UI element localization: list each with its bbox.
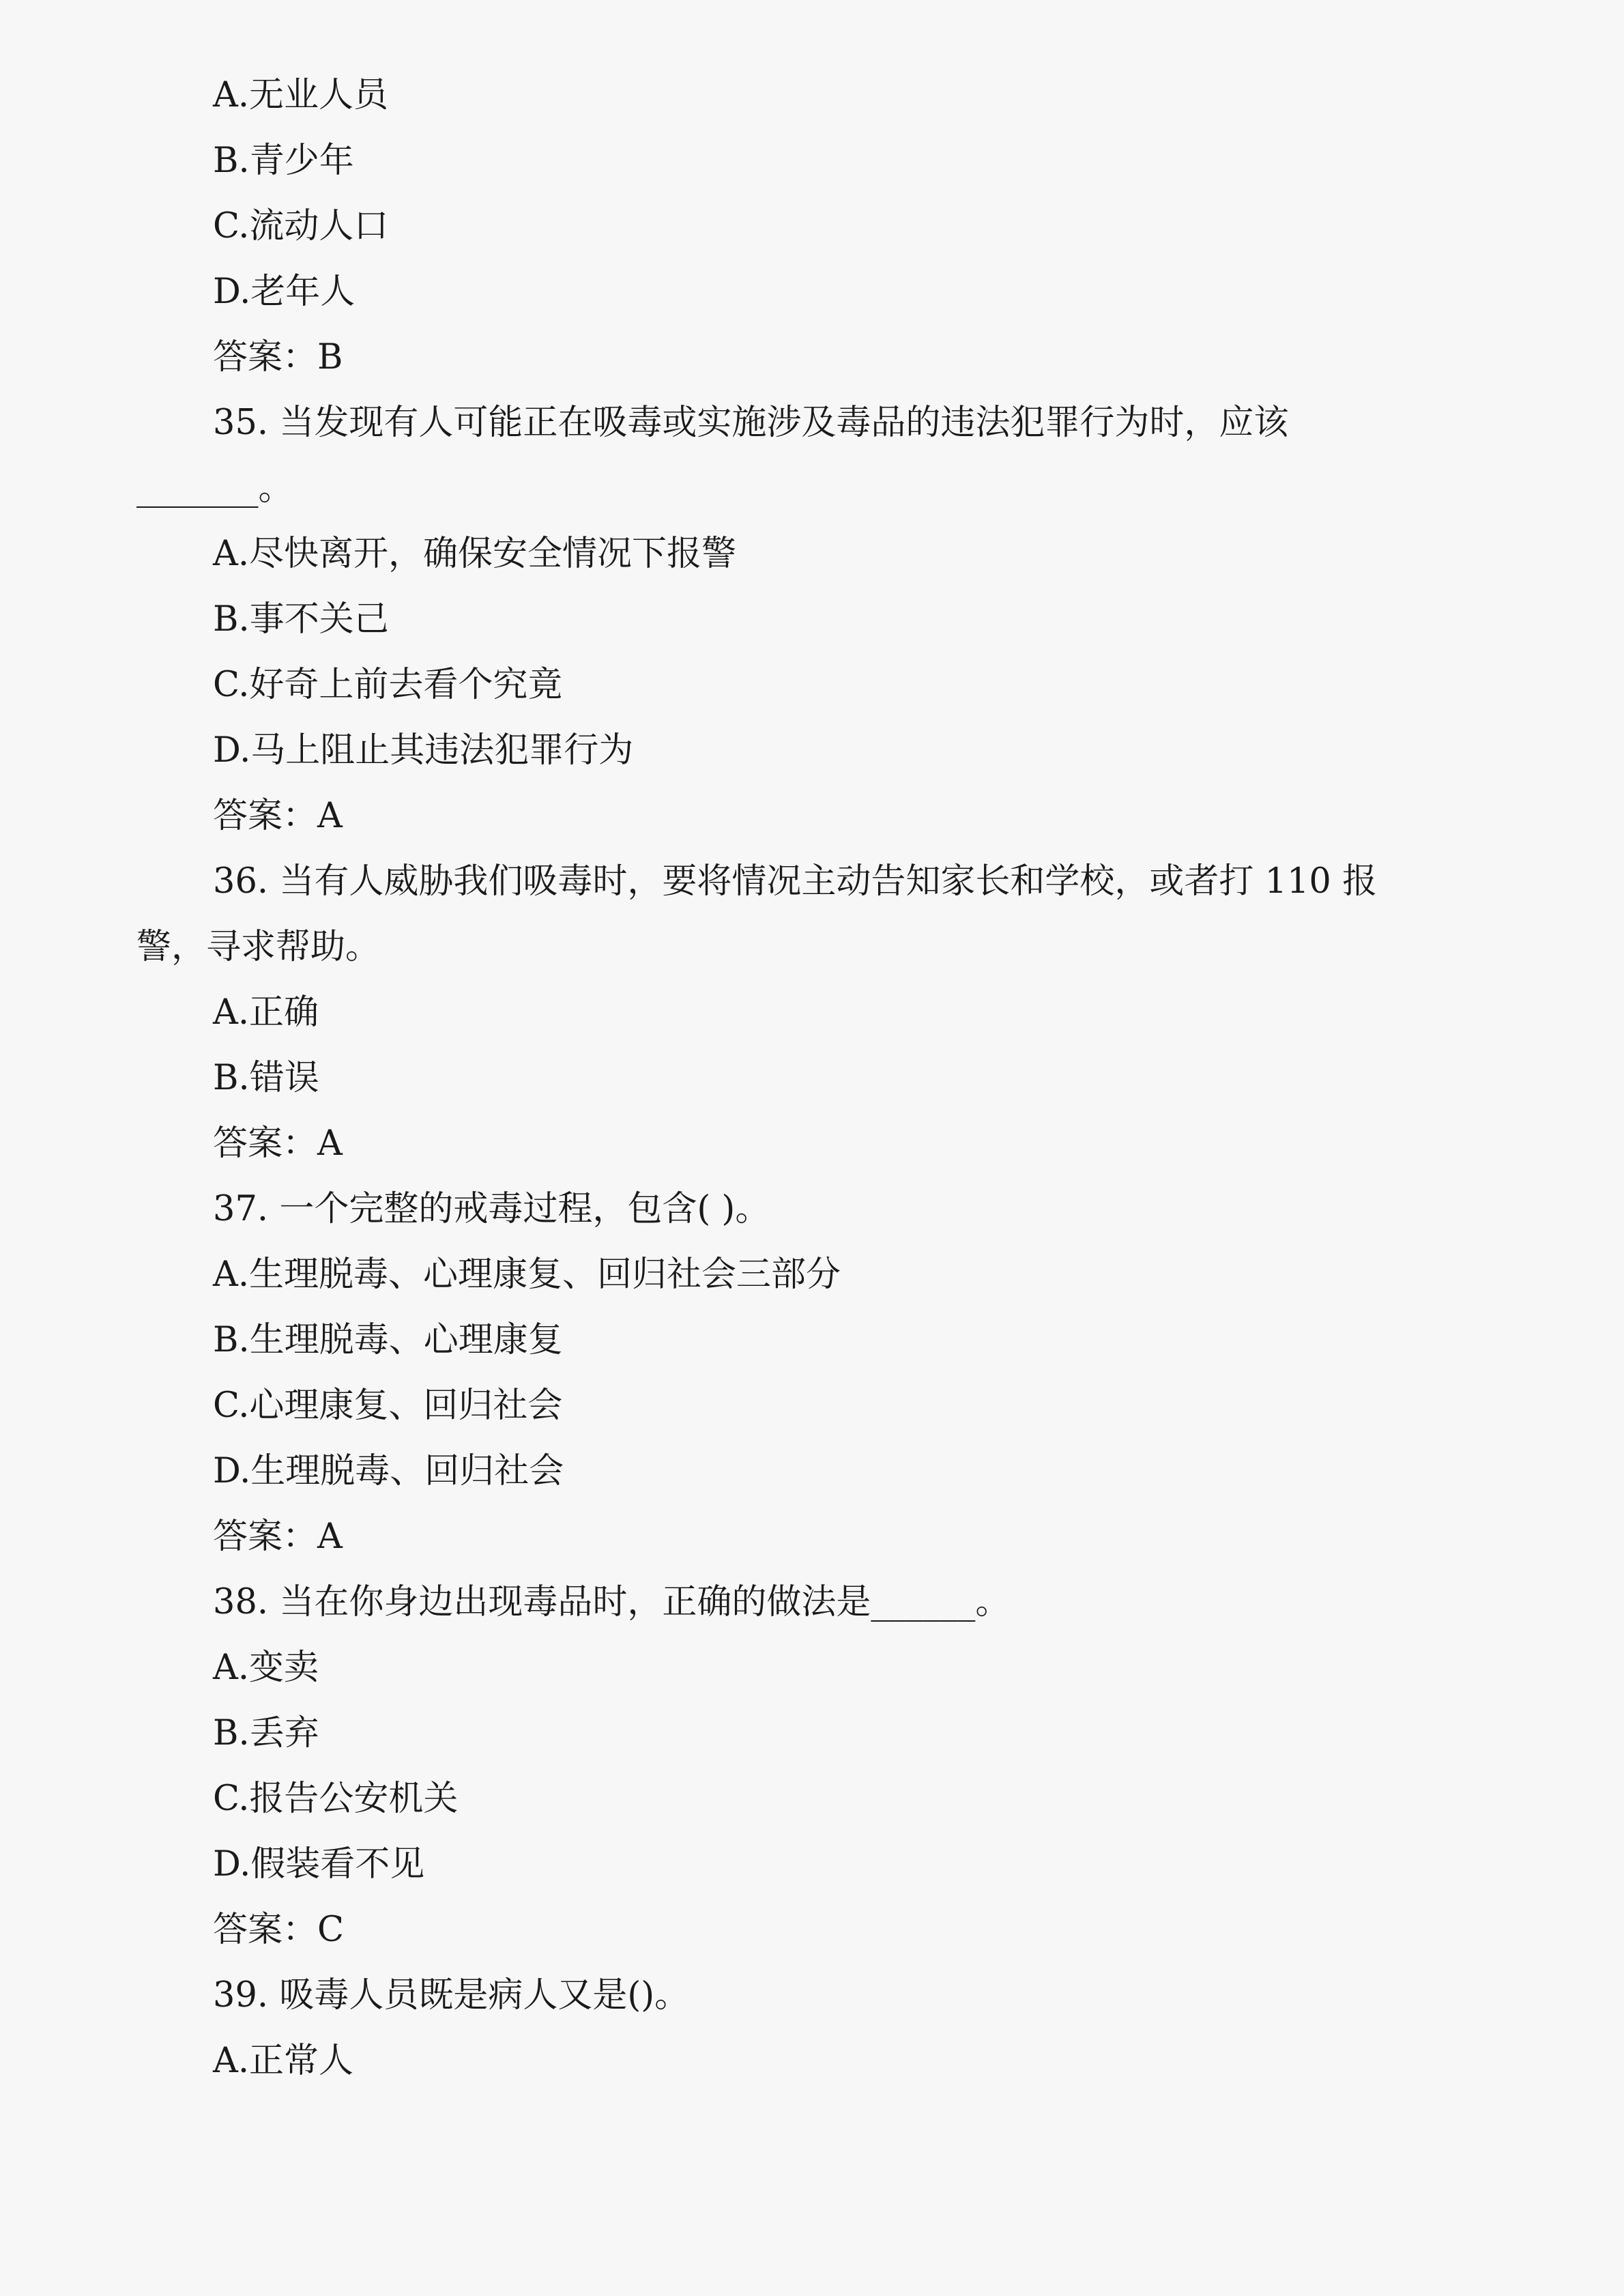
option-line: C.报告公安机关 bbox=[213, 1779, 459, 1819]
option-line: B.青少年 bbox=[213, 141, 354, 181]
answer-line: 答案：A bbox=[213, 1517, 343, 1557]
answer-line: 答案：A bbox=[213, 796, 343, 836]
question-continuation-line: 警，寻求帮助。 bbox=[136, 927, 381, 967]
question-line: 38. 当在你身边出现毒品时，正确的做法是______。 bbox=[213, 1582, 1011, 1622]
option-line: A.正确 bbox=[213, 992, 319, 1033]
question-line: 39. 吸毒人员既是病人又是()。 bbox=[213, 1975, 690, 2015]
answer-line: 答案：C bbox=[213, 1910, 345, 1950]
option-line: B.生理脱毒、心理康复 bbox=[213, 1320, 563, 1360]
option-line: B.事不关己 bbox=[213, 599, 389, 640]
option-line: D.老年人 bbox=[213, 272, 356, 312]
option-line: B.丢弃 bbox=[213, 1713, 319, 1753]
question-line: 37. 一个完整的戒毒过程，包含( )。 bbox=[213, 1189, 770, 1229]
option-line: A.无业人员 bbox=[213, 75, 389, 115]
option-line: A.变卖 bbox=[213, 1648, 319, 1688]
option-line: A.生理脱毒、心理康复、回归社会三部分 bbox=[213, 1254, 841, 1295]
option-line: D.假装看不见 bbox=[213, 1844, 425, 1884]
option-line: B.错误 bbox=[213, 1058, 319, 1098]
option-line: A.尽快离开，确保安全情况下报警 bbox=[213, 534, 737, 574]
question-line: 35. 当发现有人可能正在吸毒或实施涉及毒品的违法犯罪行为时，应该 bbox=[213, 403, 1289, 443]
question-continuation-line: _______。 bbox=[136, 468, 293, 508]
option-line: D.生理脱毒、回归社会 bbox=[213, 1451, 564, 1491]
option-line: A.正常人 bbox=[213, 2041, 354, 2081]
question-line: 36. 当有人威胁我们吸毒时，要将情况主动告知家长和学校，或者打 110 报 bbox=[213, 861, 1378, 902]
option-line: C.好奇上前去看个究竟 bbox=[213, 665, 563, 705]
answer-line: 答案：B bbox=[213, 337, 343, 377]
option-line: C.流动人口 bbox=[213, 206, 389, 246]
option-line: C.心理康复、回归社会 bbox=[213, 1386, 563, 1426]
option-line: D.马上阻止其违法犯罪行为 bbox=[213, 730, 634, 771]
answer-line: 答案：A bbox=[213, 1123, 343, 1164]
